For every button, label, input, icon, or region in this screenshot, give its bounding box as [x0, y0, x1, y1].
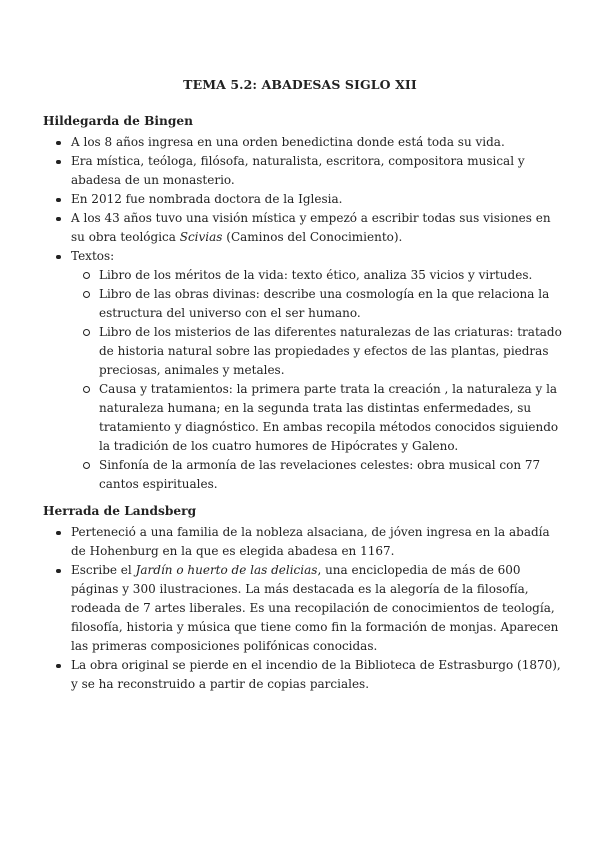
sub-bullet-list: [71, 266, 563, 494]
sub-list-item-text: Sinfonía de la armonía de las revelaciones celestes: obra musical con 77 cantos espirituales.: [99, 458, 541, 491]
list-item-text: La obra original se pierde en el incendio de la Biblioteca de Estrasburgo (1870), y se ha reconstruido a partir de copias parciales.: [71, 658, 561, 691]
list-item-text: Textos:: [71, 249, 115, 263]
bullet-list: [43, 133, 563, 494]
bullet-icon: [56, 160, 61, 165]
sub-list-item-text: Libro de los méritos de la vida: texto ético, analiza 35 vicios y virtudes.: [99, 268, 533, 282]
bullet-icon: [56, 141, 61, 146]
list-item-text: A los 8 años ingresa en una orden benedictina donde está toda su vida.: [71, 135, 505, 149]
sub-list-item: [71, 456, 563, 494]
hollow-bullet-icon: [83, 291, 90, 298]
bullet-icon: [56, 569, 61, 574]
list-item-text-after: (Caminos del Conocimiento).: [222, 230, 403, 244]
sub-list-item-text: Causa y tratamientos: la primera parte trata la creación , la naturaleza y la naturaleza humana; en la segunda trata las distintas enfermedades, su tratamiento y diagnóstico. En ambas recopila métodos conocidos siguiendo la tradición de los cuatro humores de Hipócrates y Galeno.: [99, 382, 559, 453]
list-item-text-before: Escribe el: [71, 563, 136, 577]
sub-list-item-text: Libro de los misterios de las diferentes naturalezas de las criaturas: tratado de historia natural sobre las propiedades y efectos de las plantas, piedras preciosas, animales y metales.: [99, 325, 562, 377]
hollow-bullet-icon: [83, 329, 90, 336]
sub-list-item: [71, 266, 563, 285]
bullet-icon: [56, 198, 61, 203]
list-item: [43, 190, 563, 209]
section-heading: Herrada de Landsberg: [43, 504, 197, 518]
section-hildegarda: [43, 112, 563, 494]
sub-list-item-text: Libro de las obras divinas: describe una cosmología en la que relaciona la estructura del universo con el ser humano.: [99, 287, 550, 320]
list-item-text-before: A los 43 años tuvo una visión mística y empezó a escribir todas sus visiones en su obra teológica: [71, 211, 551, 244]
list-item: [43, 656, 563, 694]
hollow-bullet-icon: [83, 462, 90, 469]
list-item-text: Perteneció a una familia de la nobleza alsaciana, de jóven ingresa en la abadía de Hohenburg en la que es elegida abadesa en 1167.: [71, 525, 550, 558]
bullet-icon: [56, 531, 61, 536]
sub-list-item: [71, 323, 563, 380]
page-title: TEMA 5.2: ABADESAS SIGLO XII: [183, 77, 417, 92]
list-item-textos: [43, 247, 563, 494]
hollow-bullet-icon: [83, 272, 90, 279]
list-item-text-after: , una enciclopedia de más de 600 páginas y 300 ilustraciones. La más destacada es la alegoría de la filosofía, rodeada de 7 artes liberales. Es una recopilación de conocimientos de teología, filosofía, historia y música que tiene como fin la formación de monjas. Aparecen las primeras composiciones polifónicas conocidas.: [71, 563, 559, 653]
bullet-icon: [56, 255, 61, 260]
sub-list-item: [71, 285, 563, 323]
bullet-icon: [56, 664, 61, 669]
list-item: [43, 561, 563, 656]
hollow-bullet-icon: [83, 386, 90, 393]
sub-list-item: [71, 380, 563, 456]
bullet-icon: [56, 217, 61, 222]
list-item: [43, 133, 563, 152]
list-item: [43, 152, 563, 190]
section-heading: Hildegarda de Bingen: [43, 114, 193, 128]
book-title-jardin: Jardín o huerto de las delicias: [135, 563, 318, 577]
book-title-scivias: Scivias: [179, 230, 223, 244]
list-item-text: Era mística, teóloga, filósofa, naturalista, escritora, compositora musical y abadesa de un monasterio.: [71, 154, 525, 187]
list-item: [43, 523, 563, 561]
bullet-list: [43, 523, 563, 694]
section-herrada: [43, 502, 563, 694]
list-item-text: En 2012 fue nombrada doctora de la Iglesia.: [71, 192, 343, 206]
list-item: [43, 209, 563, 247]
